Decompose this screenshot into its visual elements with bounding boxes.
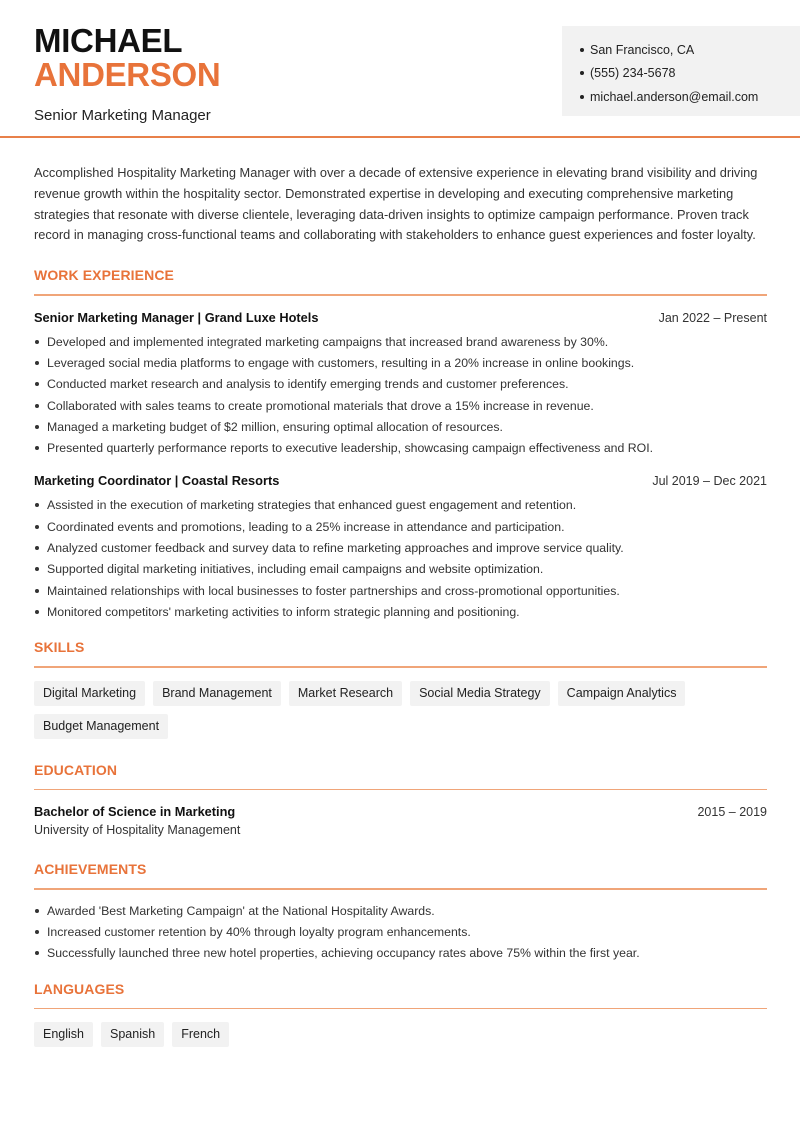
first-name: MICHAEL	[34, 22, 183, 59]
bullet-icon	[580, 71, 584, 75]
language-chips	[34, 1022, 767, 1047]
skills-section	[34, 639, 767, 739]
job-entry	[34, 473, 767, 625]
skills-chips	[34, 681, 767, 739]
list-item: Assisted in the execution of marketing strategies that enhanced guest engagement and retention.	[34, 497, 767, 518]
last-name: ANDERSON	[34, 56, 221, 93]
skill-chip: Campaign Analytics	[558, 681, 686, 706]
list-item: Coordinated events and promotions, leading to a 25% increase in attendance and participation.	[34, 519, 767, 540]
achievements-section	[34, 861, 767, 966]
job-bullets	[34, 497, 767, 625]
section-title: SKILLS	[34, 639, 85, 656]
list-item: Managed a marketing budget of $2 million, ensuring optimal allocation of resources.	[34, 419, 767, 440]
phone-text: (555) 234-5678	[590, 66, 676, 81]
name-block	[34, 24, 220, 124]
email-text: michael.anderson@email.com	[590, 89, 759, 104]
section-title: WORK EXPERIENCE	[34, 267, 174, 284]
achievement-bullets	[34, 903, 767, 967]
bullet-icon	[580, 48, 584, 52]
job-role: Senior Marketing Manager | Grand Luxe Hotels	[34, 309, 319, 325]
job-bullets	[34, 334, 767, 462]
list-item: Monitored competitors' marketing activities to inform strategic planning and positioning.	[34, 604, 767, 625]
section-divider	[34, 789, 767, 791]
bullet-icon	[580, 95, 584, 99]
location-text: San Francisco, CA	[590, 42, 695, 57]
education-dates: 2015 – 2019	[697, 805, 767, 820]
degree: Bachelor of Science in Marketing	[34, 804, 236, 820]
contact-box	[562, 26, 800, 116]
skill-chip: Budget Management	[34, 714, 168, 739]
list-item: Successfully launched three new hotel properties, achieving occupancy rates above 75% within the first year.	[34, 945, 767, 966]
list-item: Increased customer retention by 40% through loyalty program enhancements.	[34, 924, 767, 945]
section-divider	[34, 294, 767, 296]
language-chip: Spanish	[101, 1022, 164, 1047]
section-title: LANGUAGES	[34, 980, 125, 997]
skill-chip: Digital Marketing	[34, 681, 145, 706]
language-chip: English	[34, 1022, 93, 1047]
education-section	[34, 762, 767, 838]
summary: Accomplished Hospitality Marketing Manager with over a decade of extensive experience in elevating brand visibility and driving revenue growth within the hospitality sector. Demonstrated expertise in developing and executing comprehensive marketing strategies that resonate with diverse clientele, leveraging data-driven insights to optimize campaign performance. Proven track record in managing cross-functional teams and collaborating with stakeholders to enhance guest experiences and foster loyalty.	[34, 165, 758, 243]
list-item: Conducted market research and analysis to identify emerging trends and customer preferences.	[34, 376, 767, 397]
job-header	[34, 310, 767, 325]
job-header	[34, 473, 767, 488]
contact-phone	[580, 62, 800, 86]
job-dates: Jan 2022 – Present	[658, 310, 767, 325]
language-chip: French	[172, 1022, 229, 1047]
resume-header	[0, 0, 800, 138]
list-item: Developed and implemented integrated marketing campaigns that increased brand awareness by 30%.	[34, 334, 767, 355]
skill-chip: Brand Management	[153, 681, 281, 706]
list-item: Supported digital marketing initiatives, including email campaigns and website optimization.	[34, 561, 767, 582]
education-header	[34, 804, 767, 819]
list-item: Presented quarterly performance reports to executive leadership, showcasing campaign effectiveness and ROI.	[34, 440, 767, 461]
section-divider	[34, 666, 767, 668]
job-title: Senior Marketing Manager	[34, 107, 211, 124]
skill-chip: Social Media Strategy	[410, 681, 550, 706]
resume-body	[34, 163, 767, 1047]
section-divider	[34, 888, 767, 890]
list-item: Analyzed customer feedback and survey data to refine marketing approaches and improve service quality.	[34, 540, 767, 561]
list-item: Leveraged social media platforms to engage with customers, resulting in a 20% increase in online bookings.	[34, 355, 767, 376]
list-item: Awarded 'Best Marketing Campaign' at the National Hospitality Awards.	[34, 903, 767, 924]
list-item: Maintained relationships with local businesses to foster partnerships and cross-promotional opportunities.	[34, 583, 767, 604]
section-title: ACHIEVEMENTS	[34, 861, 147, 878]
contact-email	[580, 85, 800, 109]
skill-chip: Market Research	[289, 681, 402, 706]
work-experience-section	[34, 267, 767, 625]
job-entry	[34, 310, 767, 462]
job-dates: Jul 2019 – Dec 2021	[652, 474, 767, 489]
contact-location	[580, 38, 800, 62]
job-role: Marketing Coordinator | Coastal Resorts	[34, 473, 280, 489]
school: University of Hospitality Management	[34, 823, 241, 838]
list-item: Collaborated with sales teams to create promotional materials that drove a 15% increase in revenue.	[34, 398, 767, 419]
languages-section	[34, 981, 767, 1048]
section-divider	[34, 1008, 767, 1010]
section-title: EDUCATION	[34, 761, 118, 778]
